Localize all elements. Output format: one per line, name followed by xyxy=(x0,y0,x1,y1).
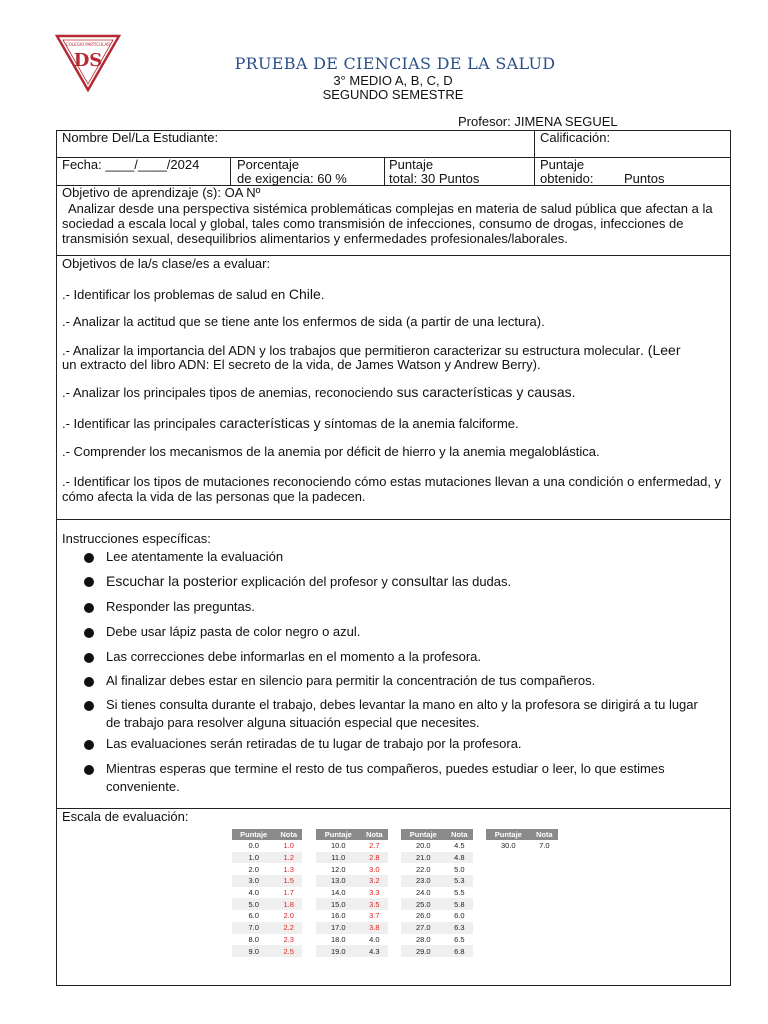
scale-score: 17.0 xyxy=(316,922,361,934)
table-row xyxy=(401,840,473,852)
scale-score: 27.0 xyxy=(401,922,446,934)
scale-score: 22.0 xyxy=(415,864,431,874)
table-row xyxy=(401,875,473,887)
scale-grade: 4.8 xyxy=(446,852,473,864)
class-objective-4: .- Analizar los principales tipos de anemias, reconociendo sus características y causas. xyxy=(62,384,576,400)
scale-header: Nota xyxy=(531,829,558,840)
scale-grade: 5.0 xyxy=(454,864,465,874)
scale-grade: 3.2 xyxy=(361,875,388,887)
scale-score: 21.0 xyxy=(401,852,446,864)
scale-table-4 xyxy=(486,829,558,852)
scale-grade: 2.2 xyxy=(275,922,302,934)
scale-score: 11.0 xyxy=(316,852,361,864)
student-name-field[interactable]: Nombre Del/La Estudiante: xyxy=(62,130,219,145)
course-line: 3° MEDIO A, B, C, D xyxy=(333,73,453,88)
table-row xyxy=(232,852,302,864)
scale-score: 4.0 xyxy=(248,888,259,898)
table-row xyxy=(232,863,302,875)
objective-label: Objetivo de aprendizaje (s): OA Nº xyxy=(62,185,261,200)
scale-grade: 4.5 xyxy=(454,841,465,851)
instruction-4: Debe usar lápiz pasta de color negro o azul. xyxy=(106,624,361,639)
scale-score: 7.0 xyxy=(232,922,275,934)
scale-grade: 1.8 xyxy=(275,898,302,910)
table-row xyxy=(401,910,473,922)
class-objective-1: .- Identificar los problemas de salud en Chile. xyxy=(62,286,325,302)
scale-grade: 6.3 xyxy=(446,922,473,934)
scale-grade: 3.3 xyxy=(369,888,380,898)
bullet-icon xyxy=(84,701,94,711)
table-row xyxy=(316,863,388,875)
obtained-label-2: obtenido: xyxy=(540,171,594,186)
scale-grade: 5.8 xyxy=(446,898,473,910)
instruction-1: Lee atentamente la evaluación xyxy=(106,549,284,564)
table-row xyxy=(486,840,558,852)
bullet-icon xyxy=(84,740,94,750)
instruction-2: Escuchar la posterior explicación del profesor y consultar las dudas. xyxy=(106,573,512,589)
scale-score: 20.0 xyxy=(415,841,431,851)
bullet-icon xyxy=(84,628,94,638)
scale-score: 9.0 xyxy=(232,945,275,957)
table-row xyxy=(401,863,473,875)
date-field[interactable]: Fecha: ____/____/2024 xyxy=(62,157,200,172)
objective-text: Analizar desde una perspectiva sistémica problemáticas complejas en materia de salud pública que afectan a la sociedad a escala local y global, tales como transmisión de infecciones, consumo de drogas, infecciones de transmisión sexual, desequilibrios alimentarios y enfermedades profesionales/laborales. xyxy=(62,201,713,246)
table-row xyxy=(316,910,388,922)
svg-text:DS: DS xyxy=(73,50,103,71)
page-title: PRUEBA DE CIENCIAS DE LA SALUD xyxy=(234,54,556,73)
scale-grade: 2.3 xyxy=(283,934,294,944)
svg-text:COLEGIO PARTICULAR: COLEGIO PARTICULAR xyxy=(66,42,110,47)
scale-score: 15.0 xyxy=(316,898,361,910)
col-divider xyxy=(230,157,231,185)
scale-grade: 2.7 xyxy=(369,841,380,851)
scale-grade: 3.5 xyxy=(361,898,388,910)
scale-score: 16.0 xyxy=(330,911,346,921)
scale-score: 30.0 xyxy=(500,841,516,851)
scale-grade: 7.0 xyxy=(539,841,550,851)
teacher-line: Profesor: JIMENA SEGUEL xyxy=(458,114,618,129)
obtained-label-1: Puntaje xyxy=(540,157,585,172)
scale-grade: 5.5 xyxy=(454,888,465,898)
table-row xyxy=(232,887,302,899)
scale-grade: 1.3 xyxy=(283,864,294,874)
instruction-9: Mientras esperas que termine el resto de tus compañeros, puedes estudiar o leer, lo que estimes conveniente. xyxy=(106,761,665,794)
scale-header: Nota xyxy=(446,829,473,840)
table-row xyxy=(401,945,473,957)
table-row xyxy=(401,934,473,946)
class-objective-3: .- Analizar la importancia del ADN y los trabajos que permitieron caracterizar su estructura molecular. (Leer xyxy=(62,342,681,358)
table-row xyxy=(316,887,388,899)
table-row xyxy=(316,922,388,934)
scale-score: 29.0 xyxy=(401,945,446,957)
table-row xyxy=(401,887,473,899)
table-row xyxy=(401,852,473,864)
scale-header: Nota xyxy=(275,829,302,840)
bullet-icon xyxy=(84,653,94,663)
bullet-icon xyxy=(84,553,94,563)
score-label-2: total: 30 Puntos xyxy=(389,171,480,186)
semester-line: SEGUNDO SEMESTRE xyxy=(322,87,464,102)
scale-grade: 2.0 xyxy=(283,911,294,921)
instruction-6: Al finalizar debes estar en silencio para permitir la concentración de tus compañeros. xyxy=(106,673,596,688)
table-row xyxy=(232,945,302,957)
class-objectives-label: Objetivos de la/s clase/es a evaluar: xyxy=(62,256,271,271)
table-row xyxy=(232,934,302,946)
obtained-unit[interactable]: Puntos xyxy=(624,171,665,186)
grade-field[interactable]: Calificación: xyxy=(540,130,611,145)
scale-score: 28.0 xyxy=(415,934,431,944)
scale-grade: 4.0 xyxy=(369,934,380,944)
table-row xyxy=(316,945,388,957)
pct-label-1: Porcentaje xyxy=(237,157,300,172)
class-objective-7: .- Identificar los tipos de mutaciones reconociendo cómo estas mutaciones llevan a una condición o enfermedad, y cómo afecta la vida de las personas que la padecen. xyxy=(62,474,722,504)
scale-grade: 3.8 xyxy=(361,922,388,934)
table-row xyxy=(232,910,302,922)
instruction-8: Las evaluaciones serán retiradas de tu lugar de trabajo por la profesora. xyxy=(106,736,522,751)
scale-grade: 6.5 xyxy=(454,934,465,944)
scale-score: 2.0 xyxy=(248,864,259,874)
scale-grade: 2.8 xyxy=(361,852,388,864)
scale-score: 24.0 xyxy=(415,888,431,898)
table-row xyxy=(316,898,388,910)
table-row xyxy=(316,934,388,946)
scale-score: 19.0 xyxy=(316,945,361,957)
table-row xyxy=(316,875,388,887)
scale-table-2 xyxy=(316,829,388,957)
instruction-3: Responder las preguntas. xyxy=(106,599,255,614)
bullet-icon xyxy=(84,765,94,775)
scale-table-3 xyxy=(401,829,473,957)
scale-grade: 1.7 xyxy=(283,888,294,898)
scale-score: 5.0 xyxy=(232,898,275,910)
row-divider xyxy=(56,519,731,520)
scale-score: 23.0 xyxy=(401,875,446,887)
scale-label: Escala de evaluación: xyxy=(62,809,189,824)
scale-grade: 1.2 xyxy=(275,852,302,864)
scale-score: 6.0 xyxy=(248,911,259,921)
scale-table-1 xyxy=(232,829,302,957)
class-objective-3-cont: un extracto del libro ADN: El secreto de la vida, de James Watson y Andrew Berry). xyxy=(62,357,541,372)
pct-label-2: de exigencia: 60 % xyxy=(237,171,347,186)
scale-score: 10.0 xyxy=(330,841,346,851)
bullet-icon xyxy=(84,677,94,687)
scale-header: Nota xyxy=(361,829,388,840)
table-row xyxy=(232,898,302,910)
table-row xyxy=(232,875,302,887)
scale-score: 18.0 xyxy=(330,934,346,944)
scale-score: 13.0 xyxy=(316,875,361,887)
bullet-icon xyxy=(84,577,94,587)
scale-score: 8.0 xyxy=(248,934,259,944)
class-objective-2: .- Analizar la actitud que se tiene ante los enfermos de sida (a partir de una lectura). xyxy=(62,314,545,329)
scale-grade: 2.5 xyxy=(275,945,302,957)
scale-score: 25.0 xyxy=(401,898,446,910)
instruction-5: Las correcciones debe informarlas en el momento a la profesora. xyxy=(106,649,482,664)
scale-grade: 1.5 xyxy=(275,875,302,887)
scale-grade: 6.0 xyxy=(454,911,465,921)
score-label-1: Puntaje xyxy=(389,157,434,172)
scale-score: 0.0 xyxy=(248,841,259,851)
table-row xyxy=(401,922,473,934)
scale-score: 3.0 xyxy=(232,875,275,887)
scale-grade: 1.0 xyxy=(283,841,294,851)
scale-grade: 3.7 xyxy=(369,911,380,921)
bullet-icon xyxy=(84,603,94,613)
scale-score: 1.0 xyxy=(232,852,275,864)
scale-header: Puntaje xyxy=(232,829,275,840)
scale-grade: 3.0 xyxy=(369,864,380,874)
scale-grade: 4.3 xyxy=(361,945,388,957)
instruction-7: Si tienes consulta durante el trabajo, debes levantar la mano en alto y la profesora se dirigirá a tu lugar de trabajo para resolver alguna situación especial que necesites. xyxy=(106,697,698,730)
instructions-label: Instrucciones específicas: xyxy=(62,531,211,546)
scale-score: 14.0 xyxy=(330,888,346,898)
scale-score: 12.0 xyxy=(330,864,346,874)
table-row xyxy=(232,840,302,852)
scale-header: Puntaje xyxy=(486,829,531,840)
table-row xyxy=(316,852,388,864)
scale-header: Puntaje xyxy=(401,829,446,840)
table-row xyxy=(401,898,473,910)
scale-grade: 6.8 xyxy=(446,945,473,957)
col-divider xyxy=(534,130,535,185)
table-row xyxy=(232,922,302,934)
class-objective-6: .- Comprender los mecanismos de la anemia por déficit de hierro y la anemia megaloblástica. xyxy=(62,444,600,459)
class-objective-5: .- Identificar las principales características y síntomas de la anemia falciforme. xyxy=(62,415,519,431)
scale-grade: 5.3 xyxy=(446,875,473,887)
col-divider xyxy=(384,157,385,185)
scale-score: 26.0 xyxy=(415,911,431,921)
scale-header: Puntaje xyxy=(316,829,361,840)
table-row xyxy=(316,840,388,852)
